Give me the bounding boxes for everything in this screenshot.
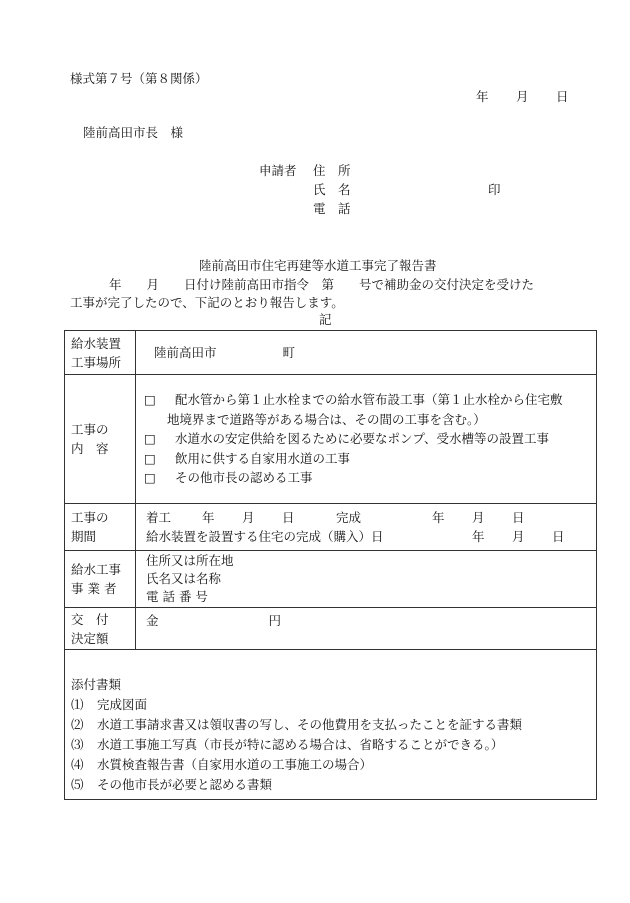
period-value: [136, 504, 597, 551]
period-completion-day: 日: [512, 510, 525, 525]
content-label: [65, 375, 136, 504]
attachment-item: ⑸ その他市長が必要と認める書類: [71, 777, 273, 792]
period-start-month: 月: [242, 510, 255, 525]
ki-mark: 記: [319, 312, 332, 327]
applicant-address-label: 住 所: [313, 163, 351, 178]
checkbox[interactable]: □: [144, 450, 156, 466]
period-house-year: 年: [472, 529, 485, 544]
contractor-address-label: 住所又は所在地: [146, 553, 234, 568]
grant-label: [65, 608, 136, 650]
content-item-2: [144, 429, 596, 449]
row-period: [65, 504, 597, 551]
contractor-label: [65, 551, 136, 608]
attachments-cell: [65, 650, 597, 800]
attachment-item: ⑴ 完成図面: [71, 697, 148, 712]
applicant-label: 申請者: [259, 163, 297, 178]
period-start-year: 年: [202, 510, 215, 525]
checkbox[interactable]: □: [144, 431, 156, 447]
content-item-text: 飲用に供する自家用水道の工事: [175, 450, 351, 466]
content-item-text: 配水管から第１止水栓までの給水管布設工事（第１止水栓から住宅敷 地境界まで道路等がある場合は、その間の工事を含む。）: [167, 392, 563, 427]
contractor-label-line1: 給水工事: [71, 562, 122, 577]
form-number: 様式第７号（第８関係）: [70, 71, 208, 86]
checkbox[interactable]: □: [144, 392, 156, 408]
row-contractor: [65, 551, 597, 608]
applicant-phone-label: 電 話: [313, 201, 351, 216]
contractor-value: [136, 551, 597, 608]
location-label-line2: 工事場所: [71, 354, 122, 370]
grant-kin: 金: [146, 613, 159, 628]
row-location: [65, 331, 597, 375]
grant-yen: 円: [268, 613, 282, 628]
content-list: [136, 375, 597, 504]
content-label-line1: 工事の: [71, 422, 109, 437]
period-completion-label: 完成: [336, 510, 362, 525]
attachment-item: ⑶ 水道工事施工写真（市長が特に認める場合は、省略することができる。）: [71, 737, 504, 752]
location-town: 町: [282, 345, 296, 360]
period-label-line2: 期間: [71, 529, 97, 544]
content-label-line2: 内 容: [71, 441, 109, 456]
period-label-line1: 工事の: [71, 510, 109, 525]
location-label-line1: 給水装置: [71, 335, 122, 351]
row-grant: [65, 608, 597, 650]
content-item-text: その他市長の認める工事: [175, 470, 313, 486]
attachment-item: ⑵ 水道工事請求書又は領収書の写し、その他費用を支払ったことを証する書類: [71, 717, 523, 732]
date-year: 年: [476, 89, 489, 104]
content-item-1: [144, 390, 596, 429]
period-start-label: 着工: [146, 510, 172, 525]
checkbox[interactable]: □: [144, 470, 156, 486]
period-label: [65, 504, 136, 551]
date-month: 月: [516, 89, 529, 104]
period-house-completion-label: 給水装置を設置する住宅の完成（購入）日: [146, 529, 384, 544]
applicant-name-label: 氏 名: [313, 182, 351, 197]
attachment-item: ⑷ 水質検査報告書（自家用水道の工事施工の場合）: [71, 757, 373, 772]
period-house-day: 日: [552, 529, 565, 544]
content-item-text: 水道水の安定供給を図るために必要なポンプ、受水槽等の設置工事: [175, 431, 550, 447]
seal-mark: 印: [488, 182, 501, 197]
grant-label-line2: 決定額: [71, 630, 109, 646]
period-house-month: 月: [512, 529, 525, 544]
content-item-3: [144, 449, 596, 469]
document-title: 陸前高田市住宅再建等水道工事完了報告書: [199, 258, 437, 273]
addressee: 陸前高田市長 様: [83, 125, 184, 140]
body-line-2: 工事が完了したので、下記のとおり報告します。: [70, 295, 344, 310]
location-value: [136, 331, 597, 375]
content-item-4: [144, 468, 596, 488]
row-content: [65, 375, 597, 504]
row-attachments: [65, 650, 597, 800]
period-completion-year: 年: [432, 510, 445, 525]
location-city: 陸前高田市: [154, 345, 217, 360]
period-start-day: 日: [282, 510, 295, 525]
attachments-title: 添付書類: [71, 677, 122, 692]
period-completion-month: 月: [472, 510, 485, 525]
date-day: 日: [556, 89, 569, 104]
body-line-1: 年 月 日付け陸前高田市指令 第 号で補助金の交付決定を受けた: [109, 277, 535, 292]
location-label: [65, 331, 136, 375]
grant-label-line1: 交 付: [71, 611, 109, 627]
contractor-label-line2: 事 業 者: [71, 581, 117, 596]
contractor-phone-label: 電 話 番 号: [146, 589, 208, 604]
grant-value: [136, 608, 597, 650]
report-table: [64, 330, 597, 800]
contractor-name-label: 氏名又は名称: [146, 571, 222, 586]
